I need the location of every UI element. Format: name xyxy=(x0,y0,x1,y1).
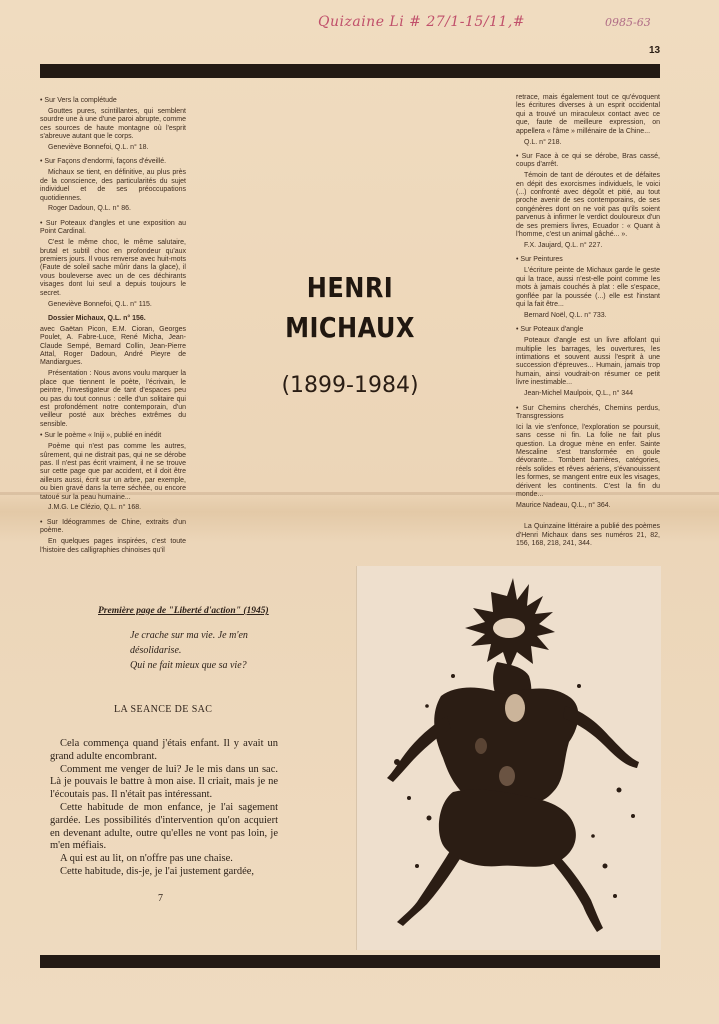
top-rule xyxy=(40,64,660,78)
review-sig: Roger Dadoun, Q.L. n° 86. xyxy=(48,205,131,213)
review-sig: Geneviève Bonnefoi, Q.L. n° 18. xyxy=(48,144,149,152)
review-sig: Q.L. n° 218. xyxy=(524,138,562,146)
prose-paragraph: Cela commença quand j'étais enfant. Il y avait un grand adulte encombrant. xyxy=(50,738,278,762)
review-body: Présentation : Nous avons voulu marquer la place que tiennent le poète, l'écrivain, le peintre, l'investigateur de tant d'espaces peu ou pas du tout connus : celle d'un solitaire qui est profondément notre contemporain, d'un veilleur posté aux brèches extrêmes du sensible. xyxy=(40,370,186,428)
bottom-rule xyxy=(40,955,660,968)
review-sig: J.M.G. Le Clézio, Q.L. n° 168. xyxy=(48,504,142,512)
excerpt-header xyxy=(98,606,288,673)
prose-paragraph: Cette habitude, dis-je, je l'ai justement gardée, xyxy=(60,865,255,877)
review-body: L'écriture peinte de Michaux garde le geste qui la trace, aussi n'est-elle point comme les mots à jamais couchés à plat : elle s'espace, gonflée par la poussée (...) elle est l'instant qui la fait être... xyxy=(516,267,660,308)
review-body: En quelques pages inspirées, c'est toute l'histoire des calligraphies chinoises qu'il xyxy=(40,538,186,554)
page-number: 13 xyxy=(649,45,661,56)
review-spacer xyxy=(516,513,660,521)
review-head: • Sur le poème « Iniji », publié en inédit xyxy=(40,432,162,440)
review-sig: F.X. Jaujard, Q.L. n° 227. xyxy=(524,242,603,249)
section-title: LA SEANCE DE SAC xyxy=(114,704,213,715)
review-head: • Sur Chemins cherchés, Chemins perdus, Transgressions xyxy=(516,404,660,420)
artwork-illustration xyxy=(356,566,661,950)
review-head: • Sur Idéogrammes de Chine, extraits d'un poème. xyxy=(40,518,186,535)
review-body: Michaux se tient, en définitive, au plus près de la conscience, des particularités du sujet individuel et de ses préoccupations quotidiennes. xyxy=(40,169,186,202)
title-first-name: HENRI xyxy=(306,271,394,304)
review-head: • Sur Façons d'endormi, façons d'éveillé. xyxy=(40,158,167,166)
prose-paragraph: Cette habitude de mon enfance, je l'ai sagement gardée. Les possibilités d'intervention qu'on acquiert en devenant adulte, outre qu'elles ne vont pas loin, je m'en méfiais. xyxy=(50,801,278,852)
review-plain: Ici la vie s'enfonce, l'exploration se poursuit, sans cesse ni fin. La folie ne fait plus question. La drogue mène en enfer. Sainte Mescaline s'est transformée en goule dévorante... Tombent barrières, catégories, réels solides et rêves aériens, s'évanouissent les formes, se mangent entre eux les visages, dérivent les continents. C'est la fin du monde... xyxy=(516,423,660,499)
review-head: • Sur Vers la complétude xyxy=(40,97,117,104)
review-body: Poteaux d'angle est un livre affolant qui multiplie les barrages, les ouvertures, les intimations et souvent aussi l'esprit à une succession d'épreuves... Humain, jamais trop humain, ainsi voudrait-on résumer ce petit livre inestimable... xyxy=(516,337,660,387)
review-plain: avec Gaëtan Picon, E.M. Cioran, Georges Poulet, A. Fabre-Luce, René Micha, Jean-Claude Sempé, Bernard Collin, Jean-Pierre Attal, Roger Dadoun, André Pieyre de Mandiargues. xyxy=(40,325,186,367)
review-body: La Quinzaine littéraire a publié des poèmes d'Henri Michaux dans ses numéros 21, 82, 156, 168, 218, 241, 344. xyxy=(516,523,660,548)
prose-paragraph: A qui est au lit, on n'offre pas une chaise. xyxy=(60,853,233,865)
review-head: • Sur Poteaux d'angles et une exposition au Point Cardinal. xyxy=(40,219,186,236)
excerpt-title: Première page de "Liberté d'action" (1945) xyxy=(98,606,269,616)
epigraph-line: Qui ne fait mieux que sa vie? xyxy=(130,660,247,671)
review-plain: Maurice Nadeau, Q.L., n° 364. xyxy=(516,501,611,509)
review-head: • Sur Face à ce qui se dérobe, Bras cassé, coups d'arrêt. xyxy=(516,152,660,169)
review-sig: Geneviève Bonnefoi, Q.L. n° 115. xyxy=(48,300,152,308)
epigraph-line: Je crache sur ma vie. Je m'en désolidarise. xyxy=(130,630,248,656)
review-plain: retrace, mais également tout ce qu'évoquent les écritures diverses à un esprit occidental qui a trouvé un miraculeux contact avec ce que, faute de meilleure expression, on appellera « l'âme » millénaire de la Chine... xyxy=(516,94,660,135)
right-review-column xyxy=(516,94,660,551)
title-last-name: MICHAUX xyxy=(285,311,415,344)
review-boldhead: Dossier Michaux, Q.L. n° 156. xyxy=(48,314,146,322)
review-head: • Sur Poteaux d'angle xyxy=(516,326,584,334)
review-body: C'est le même choc, le même salutaire, brutal et subtil choc en profondeur qu'aux premiers jours. Il vous renverse avec huit-mots (Faute de soleil sache mûrir dans la glace), il vous bouleverse avec un de ces déchirants visages dont lui seul a depuis toujours le secret. xyxy=(40,239,186,297)
life-dates: (1899-1984) xyxy=(281,373,419,398)
epigraph xyxy=(130,628,288,673)
review-sig: Bernard Noël, Q.L. n° 733. xyxy=(524,311,607,319)
folio-number: 7 xyxy=(158,893,163,904)
paper-fold-line xyxy=(0,492,719,495)
ink-figure-icon xyxy=(357,566,661,950)
handwritten-note: Quizaine Li # 27/1-15/11,# xyxy=(318,14,526,30)
review-body: Poème qui n'est pas comme les autres, sûrement, qui ne distrait pas, qui ne se dérobe pas. Il n'est pas écrit vraiment, il ne se trouve sur cette page que par accident, et il doit être ailleurs aussi, écrit sur un arbre, par exemple, ou bien gravé dans la terre séchée, ou encore tatoué sur la peau humaine... xyxy=(40,443,186,501)
review-sig: Jean-Michel Maulpoix, Q.L., n° 344 xyxy=(524,390,634,398)
prose-paragraph: Comment me venger de lui? Je le mis dans un sac. Là je pouvais le battre à mon aise. Il criait, mais je ne l'écoutais pas. Il n'était pas intéressant. xyxy=(50,763,278,801)
review-body: Témoin de tant de déroutes et de défaites en dépit des exorcismes individuels, le voici (...) confronté avec dégoût et pitié, au tout proche avenir de ses contemporains, de ses congénères dont on ne voit pas qu'ils soient parvenus à infirmer le verdict douloureux d'un de ses premiers livres, Ecuador : « Quant à l'homme, c'est un animal gâché... ». xyxy=(516,172,660,239)
article-title xyxy=(273,268,428,348)
review-head: • Sur Peintures xyxy=(516,256,563,264)
excerpt-prose xyxy=(50,738,278,879)
left-review-column xyxy=(40,94,186,558)
handwritten-reference: 0985-63 xyxy=(605,16,651,29)
review-body: Gouttes pures, scintillantes, qui semblent sourdre une à une d'une paroi abrupte, comme ces sources de haute montagne où l'esprit s'abreuve autant que le corps. xyxy=(40,107,186,141)
